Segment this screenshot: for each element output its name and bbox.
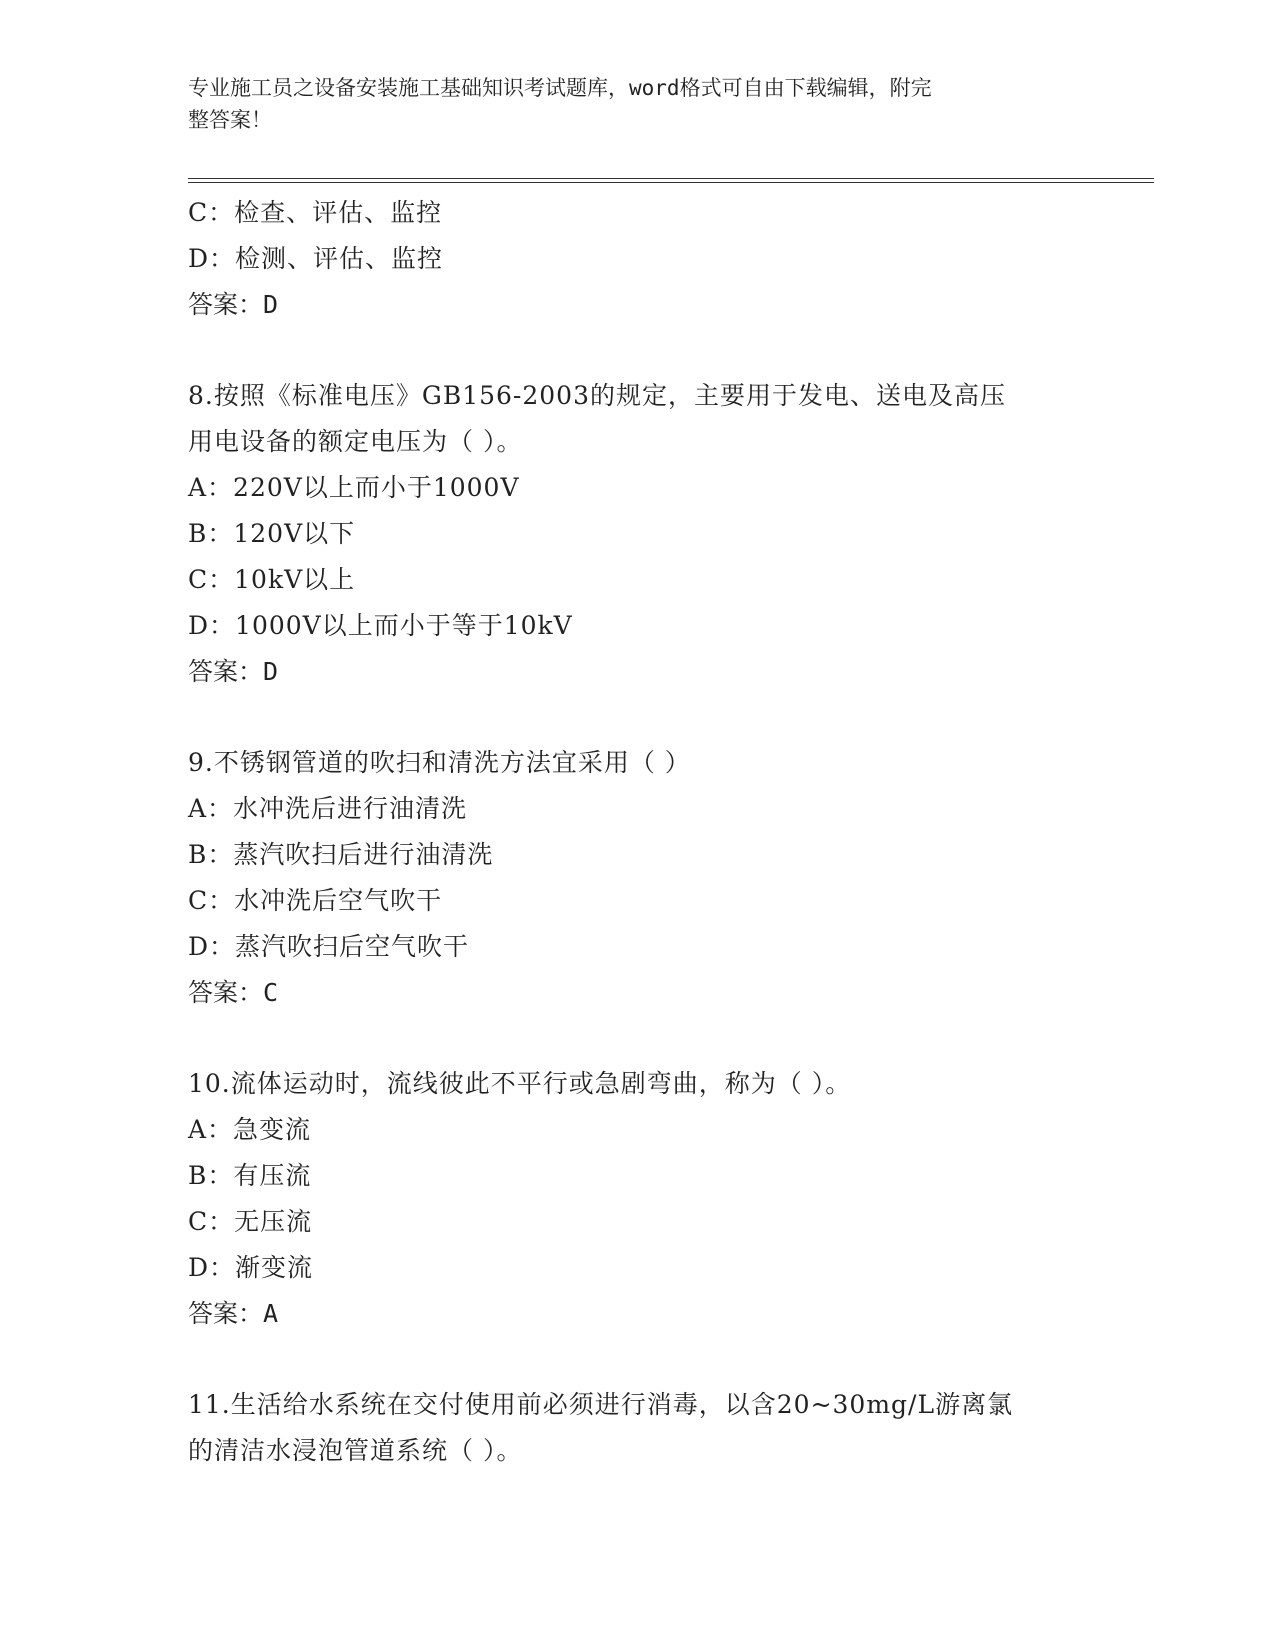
option-d: D：蒸汽吹扫后空气吹干 (188, 932, 470, 961)
spacer (188, 1337, 1088, 1382)
header-line-2: 整答案！ (188, 108, 272, 132)
spacer (188, 328, 1088, 373)
answer: 答案：A (188, 1299, 279, 1328)
question-8 (188, 373, 1088, 695)
answer: 答案：D (188, 290, 279, 319)
option-b: B：120V以下 (188, 519, 356, 548)
question-11 (188, 1382, 1088, 1474)
spacer (188, 695, 1088, 740)
question-7-tail (188, 190, 1088, 328)
answer: 答案：D (188, 657, 279, 686)
question-9 (188, 740, 1088, 1016)
question-text-cont: 用电设备的额定电压为（ ）。 (188, 427, 523, 456)
answer: 答案：C (188, 978, 279, 1007)
option-b: B：蒸汽吹扫后进行油清洗 (188, 840, 494, 869)
question-text: 8.按照《标准电压》GB156-2003的规定，主要用于发电、送电及高压 (188, 381, 1006, 410)
option-c: C：无压流 (188, 1207, 313, 1236)
question-10 (188, 1061, 1088, 1337)
option-c: C：水冲洗后空气吹干 (188, 886, 443, 915)
question-text: 9.不锈钢管道的吹扫和清洗方法宜采用（ ） (188, 748, 691, 777)
question-text: 10.流体运动时，流线彼此不平行或急剧弯曲，称为（ ）。 (188, 1069, 852, 1098)
header-line-1: 专业施工员之设备安装施工基础知识考试题库，word格式可自由下载编辑，附完 (188, 76, 932, 100)
spacer (188, 1016, 1088, 1061)
option-d: D：检测、评估、监控 (188, 244, 444, 273)
option-c: C：10kV以上 (188, 565, 356, 594)
header-divider-bottom (188, 182, 1154, 183)
header-divider-top (188, 178, 1154, 179)
option-d: D：渐变流 (188, 1253, 314, 1282)
document-header (188, 72, 1068, 136)
option-b: B：有压流 (188, 1161, 312, 1190)
option-a: A：水冲洗后进行油清洗 (188, 794, 468, 823)
option-a: A：220V以上而小于1000V (188, 473, 520, 502)
question-text-cont: 的清洁水浸泡管道系统（ ）。 (188, 1436, 523, 1465)
option-a: A：急变流 (188, 1115, 312, 1144)
question-text: 11.生活给水系统在交付使用前必须进行消毒，以含20~30mg/L游离氯 (188, 1390, 1014, 1419)
option-d: D：1000V以上而小于等于10kV (188, 611, 573, 640)
question-list (188, 190, 1088, 1474)
option-c: C：检查、评估、监控 (188, 198, 443, 227)
